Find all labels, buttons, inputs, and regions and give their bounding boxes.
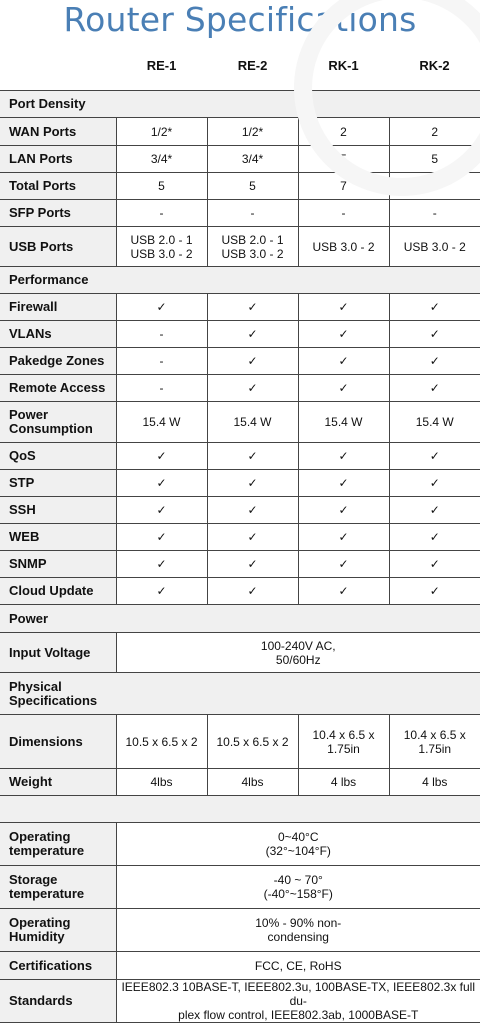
spec-row-usb-ports [0, 227, 480, 267]
section-row-port-density [0, 91, 480, 118]
spec-value-re-2: USB 2.0 - 1 USB 3.0 - 2 [207, 227, 298, 267]
spec-value-re-2: 4lbs [207, 769, 298, 796]
spec-value-re-2: 5 [207, 173, 298, 200]
spec-value-rk-1: ✓ [298, 294, 389, 321]
spec-value-re-1: ✓ [116, 551, 207, 578]
spec-row-sfp-ports [0, 200, 480, 227]
spec-row-power-consumption [0, 402, 480, 443]
spec-value-rk-2: ✓ [389, 524, 480, 551]
spec-label: VLANs [0, 321, 116, 348]
column-header-rk-2: RK-2 [419, 57, 450, 73]
spec-label: USB Ports [0, 227, 116, 267]
spec-row-vlans [0, 321, 480, 348]
spec-value-re-1: ✓ [116, 524, 207, 551]
spec-row-input-voltage [0, 633, 480, 673]
spec-label: Pakedge Zones [0, 348, 116, 375]
spec-value-re-1: ✓ [116, 497, 207, 524]
section-row-performance [0, 267, 480, 294]
spec-value-rk-1: 5 [298, 146, 389, 173]
spec-row-firewall [0, 294, 480, 321]
section-row-blank [0, 796, 480, 823]
column-header-re-1: RE-1 [146, 57, 177, 73]
spec-value-rk-2: ✓ [389, 497, 480, 524]
spec-label: Weight [0, 769, 116, 796]
spec-value-rk-2: USB 3.0 - 2 [389, 227, 480, 267]
spec-value-rk-1: 2 [298, 118, 389, 146]
spec-value-re-1: - [116, 321, 207, 348]
spec-row-storage-temperature [0, 866, 480, 909]
spec-value-re-2: 3/4* [207, 146, 298, 173]
spec-label: Certifications [0, 952, 116, 980]
spec-value-rk-1: ✓ [298, 551, 389, 578]
spec-value-rk-2: ✓ [389, 578, 480, 605]
spec-row-pakedge-zones [0, 348, 480, 375]
spec-value-rk-2: 4 lbs [389, 769, 480, 796]
spec-value-re-2: ✓ [207, 578, 298, 605]
spec-label: Power Consumption [0, 402, 116, 443]
spec-row-operating-humidity [0, 909, 480, 952]
spec-value-rk-1: 10.4 x 6.5 x 1.75in [298, 715, 389, 769]
spec-value-re-2: ✓ [207, 294, 298, 321]
spec-value-re-2: ✓ [207, 497, 298, 524]
spec-value-rk-2: ✓ [389, 551, 480, 578]
spec-value-rk-1: ✓ [298, 443, 389, 470]
spec-label: SSH [0, 497, 116, 524]
spec-value: 0~40°C (32°~104°F) [116, 823, 480, 866]
spec-row-standards [0, 980, 480, 1023]
spec-row-total-ports [0, 173, 480, 200]
spec-label: SNMP [0, 551, 116, 578]
spec-value-rk-2: 5 [389, 146, 480, 173]
spec-value-rk-2: ✓ [389, 294, 480, 321]
spec-value-re-2: 15.4 W [207, 402, 298, 443]
spec-value-rk-1: 15.4 W [298, 402, 389, 443]
spec-value-re-2: ✓ [207, 348, 298, 375]
column-header-re-2: RE-2 [237, 57, 268, 73]
spec-value-rk-2: - [389, 200, 480, 227]
spec-value-rk-2: 10.4 x 6.5 x 1.75in [389, 715, 480, 769]
spec-row-web [0, 524, 480, 551]
spec-label: Input Voltage [0, 633, 116, 673]
spec-row-snmp [0, 551, 480, 578]
spec-row-wan-ports [0, 118, 480, 146]
spec-value-rk-2: ✓ [389, 443, 480, 470]
spec-label: WEB [0, 524, 116, 551]
section-heading: Power [0, 605, 480, 633]
spec-value: -40 ~ 70° (-40°~158°F) [116, 866, 480, 909]
spec-row-operating-temperature [0, 823, 480, 866]
spec-value: IEEE802.3 10BASE-T, IEEE802.3u, 100BASE-TX, IEEE802.3x full du- plex flow control, IEEE802.3ab, 1000BASE-T [116, 980, 480, 1023]
spec-label: STP [0, 470, 116, 497]
spec-value-re-1: 4lbs [116, 769, 207, 796]
spec-value-rk-2: 15.4 W [389, 402, 480, 443]
spec-value-re-2: ✓ [207, 524, 298, 551]
spec-value-rk-2: 2 [389, 118, 480, 146]
spec-label: WAN Ports [0, 118, 116, 146]
spec-label: Dimensions [0, 715, 116, 769]
spec-value-rk-1: ✓ [298, 321, 389, 348]
column-header-row [0, 40, 480, 90]
spec-row-ssh [0, 497, 480, 524]
spec-label: Operating Humidity [0, 909, 116, 952]
spec-value: FCC, CE, RoHS [116, 952, 480, 980]
spec-row-cloud-update [0, 578, 480, 605]
spec-value-rk-1: USB 3.0 - 2 [298, 227, 389, 267]
spec-row-lan-ports [0, 146, 480, 173]
spec-value-rk-1: ✓ [298, 470, 389, 497]
spec-value-rk-1: ✓ [298, 497, 389, 524]
spec-label: Storage temperature [0, 866, 116, 909]
spec-value-re-1: 15.4 W [116, 402, 207, 443]
spec-label: LAN Ports [0, 146, 116, 173]
section-row-power [0, 605, 480, 633]
spec-label: Cloud Update [0, 578, 116, 605]
section-heading: Physical Specifications [0, 673, 480, 715]
spec-row-qos [0, 443, 480, 470]
section-heading: Performance [0, 267, 480, 294]
spec-value-re-2: 10.5 x 6.5 x 2 [207, 715, 298, 769]
spec-value-re-2: ✓ [207, 443, 298, 470]
page-title: Router Specifications [63, 0, 417, 39]
spec-row-certifications [0, 952, 480, 980]
spec-row-weight [0, 769, 480, 796]
spec-value-rk-2: ✓ [389, 470, 480, 497]
spec-row-stp [0, 470, 480, 497]
spec-value-re-2: ✓ [207, 470, 298, 497]
spec-value-rk-1: ✓ [298, 375, 389, 402]
spec-value-re-1: - [116, 375, 207, 402]
spec-value-rk-1: 4 lbs [298, 769, 389, 796]
spec-value-re-2: - [207, 200, 298, 227]
spec-value-re-1: - [116, 200, 207, 227]
spec-value-rk-2: ✓ [389, 348, 480, 375]
spec-label: Firewall [0, 294, 116, 321]
spec-value-re-1: 10.5 x 6.5 x 2 [116, 715, 207, 769]
spec-label: Total Ports [0, 173, 116, 200]
spec-value-re-1: - [116, 348, 207, 375]
spec-table [0, 90, 480, 1023]
spec-value-re-2: ✓ [207, 375, 298, 402]
spec-value-re-1: ✓ [116, 443, 207, 470]
spec-row-remote-access [0, 375, 480, 402]
spec-value-re-2: 1/2* [207, 118, 298, 146]
section-heading [0, 796, 480, 823]
column-header-rk-1: RK-1 [328, 57, 359, 73]
section-heading: Port Density [0, 91, 480, 118]
spec-label: QoS [0, 443, 116, 470]
spec-value-rk-2: ✓ [389, 321, 480, 348]
spec-value-re-1: 3/4* [116, 146, 207, 173]
spec-value-re-1: ✓ [116, 294, 207, 321]
spec-row-dimensions [0, 715, 480, 769]
spec-label: Standards [0, 980, 116, 1023]
spec-value-rk-1: ✓ [298, 578, 389, 605]
spec-value-rk-1: ✓ [298, 348, 389, 375]
spec-value: 100-240V AC, 50/60Hz [116, 633, 480, 673]
spec-value-rk-1: - [298, 200, 389, 227]
spec-value-re-1: USB 2.0 - 1 USB 3.0 - 2 [116, 227, 207, 267]
spec-value-rk-2: ✓ [389, 375, 480, 402]
spec-label: Remote Access [0, 375, 116, 402]
spec-value-rk-2: 7 [389, 173, 480, 200]
spec-value-re-1: 5 [116, 173, 207, 200]
spec-value-re-1: ✓ [116, 470, 207, 497]
spec-value-re-2: ✓ [207, 551, 298, 578]
spec-label: SFP Ports [0, 200, 116, 227]
section-row-physical-specifications [0, 673, 480, 715]
spec-value-rk-1: ✓ [298, 524, 389, 551]
spec-value: 10% - 90% non- condensing [116, 909, 480, 952]
spec-value-re-1: ✓ [116, 578, 207, 605]
spec-value-rk-1: 7 [298, 173, 389, 200]
spec-label: Operating temperature [0, 823, 116, 866]
spec-value-re-2: ✓ [207, 321, 298, 348]
spec-value-re-1: 1/2* [116, 118, 207, 146]
